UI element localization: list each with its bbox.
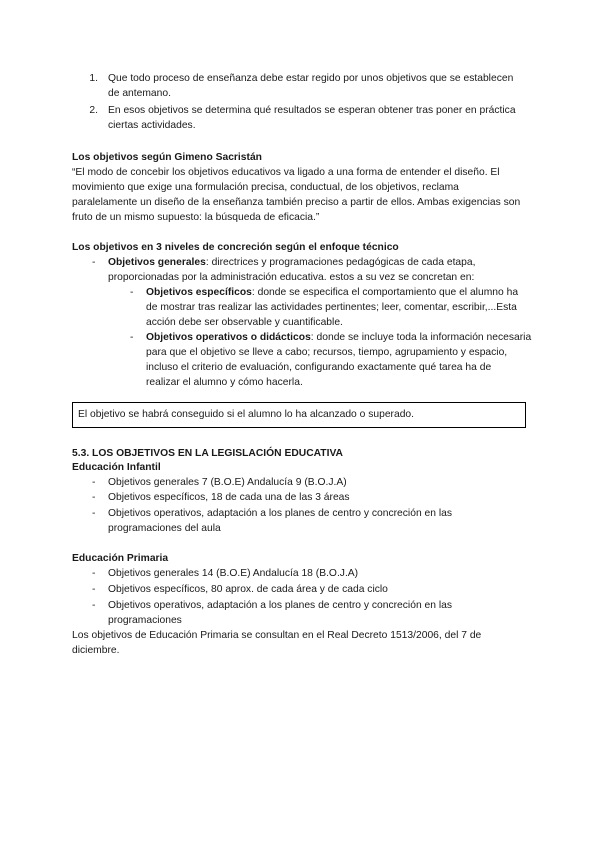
especificos-line-2: de mostrar tras realizar las actividades pertinentes; leer, comentar, escribir,...Esta (146, 302, 517, 313)
dash-marker: - (130, 287, 134, 298)
infantil-item-2: Objetivos específicos, 18 de cada una de las 3 áreas (108, 492, 350, 503)
list-item-1-line-2: de antemano. (108, 88, 171, 99)
gimeno-quote-line-1: “El modo de concebir los objetivos educativos va ligado a una forma de entender el diseño. El (72, 167, 500, 178)
list-item-1-line-1: Que todo proceso de enseñanza debe estar regido por unos objetivos que se establecen (108, 73, 514, 84)
infantil-item-3: Objetivos operativos, adaptación a los planes de centro y concreción en las (108, 508, 453, 519)
dash-marker: - (92, 257, 96, 268)
primaria-footer-line-2: diciembre. (72, 645, 120, 656)
list-item-2-line-2: ciertas actividades. (108, 120, 196, 131)
dash-marker: - (92, 492, 96, 503)
especificos-text: : donde se especifica el comportamiento que el alumno ha (251, 287, 519, 298)
gimeno-quote-line-3: paralelamente un diseño de la enseñanza también preciso a partir de ellos. Ambas exigencias son (72, 197, 521, 208)
highlight-box (72, 402, 526, 428)
generales-label: Objetivos generales (108, 257, 206, 268)
gimeno-heading: Los objetivos según Gimeno Sacristán (72, 152, 262, 163)
primaria-item-2: Objetivos específicos, 80 aprox. de cada área y de cada ciclo (108, 584, 388, 595)
infantil-heading: Educación Infantil (72, 462, 161, 473)
operativos-text: : donde se incluye toda la información necesaria (310, 332, 532, 343)
list-number-1: 1. (89, 73, 98, 84)
especificos-line-3: acción debe ser observable y cuantificable. (146, 317, 343, 328)
dash-marker: - (92, 568, 96, 579)
dash-marker: - (92, 477, 96, 488)
list-item-2-line-1: En esos objetivos se determina qué resultados se esperan obtener tras poner en práctica (108, 105, 516, 116)
primaria-item-1: Objetivos generales 14 (B.O.E) Andalucía 18 (B.O.J.A) (108, 568, 359, 579)
operativos-line-2: para que el objetivo se lleve a cabo; recursos, tiempo, agrupamiento y espacio, (146, 347, 508, 358)
list-number-2: 2. (89, 105, 98, 116)
generales-line-2: proporcionadas por la administración educativa. estos a su vez se concretan en: (108, 272, 475, 283)
dash-marker: - (92, 600, 96, 611)
dash-marker: - (92, 584, 96, 595)
primaria-item-3: Objetivos operativos, adaptación a los planes de centro y concreción en las (108, 600, 453, 611)
infantil-item-1: Objetivos generales 7 (B.O.E) Andalucía 9 (B.O.J.A) (108, 477, 347, 488)
gimeno-quote-line-4: fruto de un mismo supuesto: la búsqueda de eficacia.” (72, 212, 320, 223)
especificos-label: Objetivos específicos (146, 287, 252, 298)
primaria-heading: Educación Primaria (72, 553, 169, 564)
especificos-line-1 (146, 285, 518, 300)
infantil-item-3-cont: programaciones del aula (108, 523, 221, 534)
operativos-line-1 (146, 330, 531, 345)
operativos-line-3: incluso el criterio de evaluación, configurando exactamente qué tarea ha de (146, 362, 492, 373)
gimeno-quote-line-2: movimiento que exige una formulación precisa, conductual, de los objetivos, reclama (72, 182, 459, 193)
primaria-footer-line-1: Los objetivos de Educación Primaria se consultan en el Real Decreto 1513/2006, del 7 de (72, 630, 482, 641)
operativos-line-4: realizar el alumno y cómo hacerla. (146, 377, 303, 388)
generales-text: : directrices y programaciones pedagógicas de cada etapa, (205, 257, 476, 268)
section-title: 5.3. LOS OBJETIVOS EN LA LEGISLACIÓN EDUCATIVA (72, 448, 343, 459)
generales-line-1 (108, 255, 475, 270)
operativos-label: Objetivos operativos o didácticos (146, 332, 311, 343)
dash-marker: - (92, 508, 96, 519)
primaria-item-3-cont: programaciones (108, 615, 182, 626)
dash-marker: - (130, 332, 134, 343)
niveles-heading: Los objetivos en 3 niveles de concreción según el enfoque técnico (72, 242, 399, 253)
highlight-box-text: El objetivo se habrá conseguido si el alumno lo ha alcanzado o superado. (78, 409, 415, 420)
